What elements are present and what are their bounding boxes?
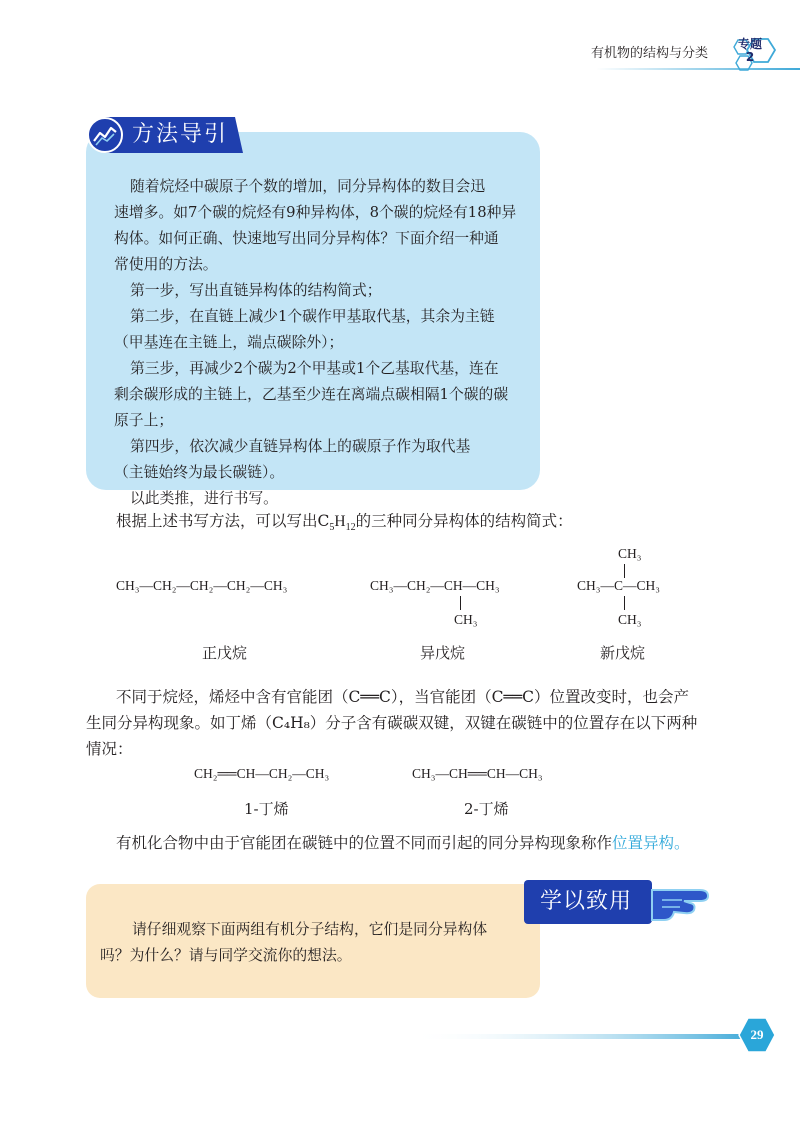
method-line-6: 第二步，在直链上减少1个碳作甲基取代基，其余为主链	[130, 308, 495, 325]
method-line-2: 速增多。如7个碳的烷烃有9种异构体，8个碳的烷烃有18种异	[114, 204, 517, 221]
method-line-7: （甲基连在主链上，端点碳除外）；	[114, 334, 344, 351]
alkene-paragraph-line-1: 不同于烷烃，烯烃中含有官能团（C══C），当官能团（C══C）位置改变时，也会产	[116, 688, 690, 706]
method-line-10: 原子上；	[114, 412, 174, 429]
page-number: 29	[750, 1027, 764, 1042]
definition-end: 。	[674, 834, 690, 852]
alkene-paragraph-line-2: 生同分异构现象。如丁烯（C₄H₈）分子含有碳碳双键，双键在碳链中的位置存在以下两种	[86, 714, 698, 732]
chapter-tag-number: 2	[745, 50, 755, 64]
method-line-9: 剩余碳形成的主链上，乙基至少连在离端点碳相隔1个碳的碳	[114, 386, 509, 403]
intro-h-subscript: 12	[345, 522, 356, 534]
alkene-paragraph-line-3: 情况：	[86, 740, 133, 758]
neopentane-name: 新戊烷	[600, 644, 646, 662]
intro-c-subscript: 5	[329, 522, 335, 534]
practice-title: 学以致用	[539, 889, 632, 914]
chapter-title: 有机物的结构与分类	[590, 46, 708, 61]
practice-line-1: 请仔细观察下面两组有机分子结构，它们是同分异构体	[132, 921, 488, 938]
definition-text: 有机化合物中由于官能团在碳链中的位置不同而引起的同分异构现象称作	[116, 834, 613, 852]
method-line-13: 以此类推，进行书写。	[130, 490, 278, 507]
intro-h: H	[334, 513, 346, 530]
method-line-4: 常使用的方法。	[114, 256, 218, 273]
neopentane-bottom-bond	[624, 596, 625, 610]
practice-line-2: 吗？为什么？请与同学交流你的想法。	[100, 947, 352, 964]
footer-gradient-bar	[410, 1032, 750, 1040]
method-line-1: 随着烷烃中碳原子个数的增加，同分异构体的数目会迅	[130, 178, 486, 195]
2-butene-name: 2-丁烯	[464, 800, 509, 818]
method-line-11: 第四步，依次减少直链异构体上的碳原子作为取代基	[130, 438, 471, 455]
n-pentane-formula: CH₃—CH₂—CH₂—CH₂—CH₃	[116, 578, 288, 593]
1-butene-formula: CH₂══CH—CH₂—CH₃	[194, 766, 330, 781]
isopentane-name: 异戊烷	[420, 644, 466, 662]
method-line-12: （主链始终为最长碳链）。	[114, 464, 285, 481]
neopentane-formula: CH₃—C—CH₃	[577, 578, 660, 593]
neopentane-top-bond	[624, 564, 625, 578]
2-butene-formula: CH₃—CH══CH—CH₃	[412, 766, 543, 781]
position-isomerism-term: 位置异构	[612, 834, 675, 852]
method-guide-title: 方法导引	[131, 122, 228, 147]
intro-text-after: 的三种同分异构体的结构简式：	[355, 512, 573, 530]
neopentane-top-branch: CH₃	[618, 546, 642, 561]
method-line-3: 构体。如何正确、快速地写出同分异构体？下面介绍一种通	[114, 230, 499, 247]
definition-sentence	[116, 830, 800, 856]
neopentane-bottom-branch: CH₃	[618, 612, 642, 627]
chapter-tag-label: 专题	[737, 37, 762, 51]
n-pentane-name: 正戊烷	[202, 644, 248, 662]
intro-text-before: 根据上述书写方法，可以写出C	[116, 512, 330, 530]
method-line-5: 第一步，写出直链异构体的结构简式；	[130, 282, 382, 299]
method-line-8: 第三步，再减少2个碳为2个甲基或1个乙基取代基，连在	[130, 360, 499, 377]
intro-sentence	[116, 508, 800, 534]
isopentane-formula: CH₃—CH₂—CH—CH₃	[370, 578, 500, 593]
isopentane-branch-bond	[460, 596, 461, 610]
1-butene-name: 1-丁烯	[244, 800, 289, 818]
isopentane-branch: CH₃	[454, 612, 478, 627]
